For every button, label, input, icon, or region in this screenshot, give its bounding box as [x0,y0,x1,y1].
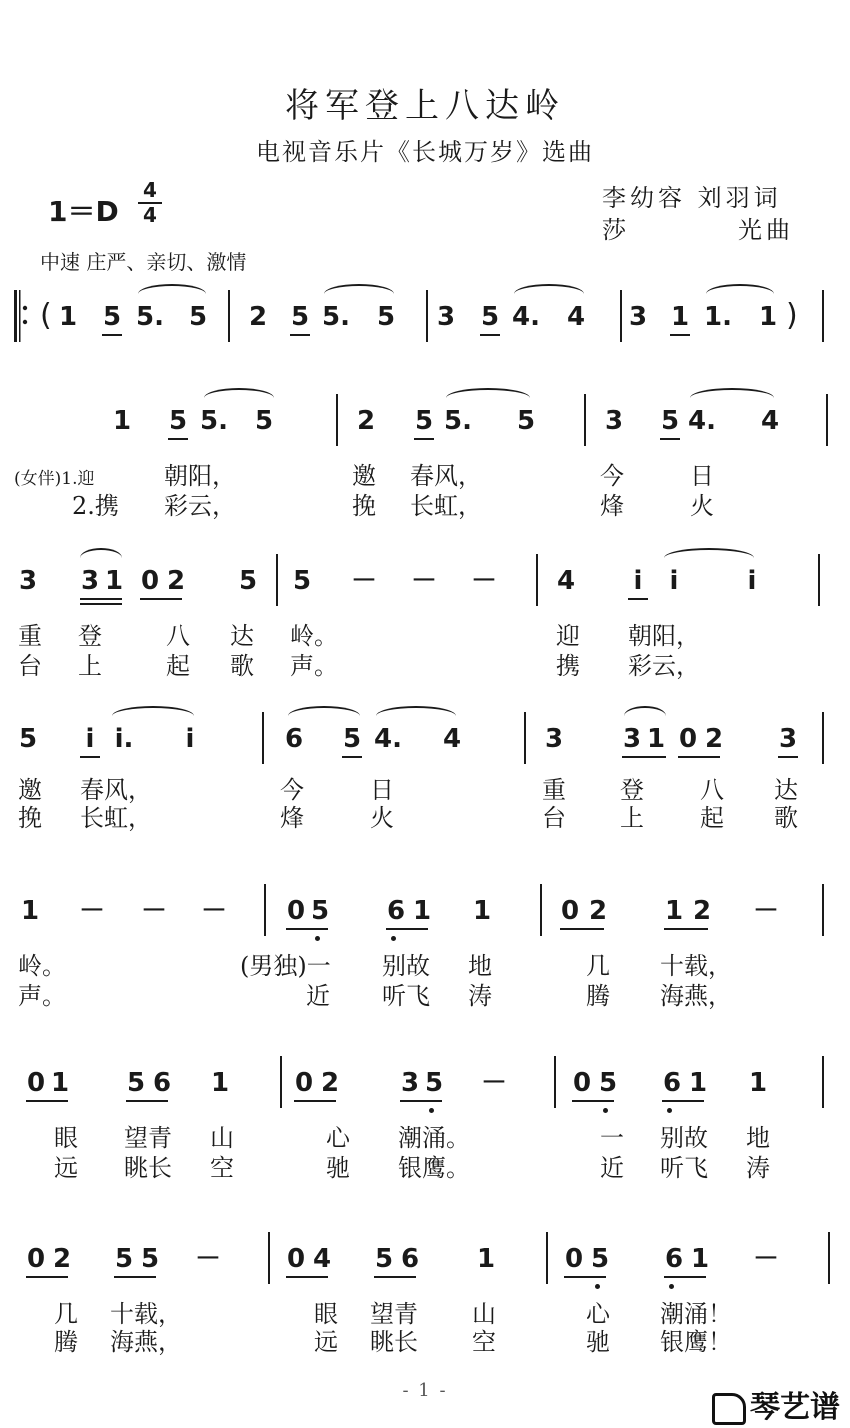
note: i [747,566,757,596]
lyric-v1: 日 [690,462,714,490]
note: － [140,896,167,926]
note: 0 [26,1244,46,1274]
lyric-v2: 银鹰。 [398,1154,470,1182]
lyric-v2: 挽 [352,492,376,520]
note: i [669,566,679,596]
lyric-v2: 空 [472,1328,496,1356]
lyric-v1: 今 [280,776,304,804]
note: i [85,724,95,754]
note: 5 [480,302,500,332]
note: 1 [20,896,40,926]
note: － [410,566,437,596]
lyric-v1: 登 [78,622,102,650]
lyric-v2: 银鹰！ [660,1328,732,1356]
note: 5 [424,1068,444,1098]
lyric-v1: 岭。 [290,622,338,650]
note: 2 [704,724,724,754]
note: 2 [166,566,186,596]
note: 0 [564,1244,584,1274]
note: 5 [414,406,434,436]
note: 4 [556,566,576,596]
note: － [752,1244,779,1274]
lyric-v1: 地 [746,1124,770,1152]
lyric-v1: 山 [210,1124,234,1152]
note: 0 [294,1068,314,1098]
note: 5. [444,406,472,436]
lyric-v1: 地 [468,952,492,980]
note: 1 [748,1068,768,1098]
note: 5 [18,724,38,754]
note: 4. [688,406,716,436]
lyric-v1: 岭。 [18,952,66,980]
site-logo[interactable] [712,1382,840,1426]
note: － [194,1244,221,1274]
lyric-v1: 重 [18,622,42,650]
note: 0 [560,896,580,926]
time-signature [138,180,162,226]
lyric-v2: 声。 [18,982,66,1010]
lyric-v1: 朝阳， [164,462,236,490]
note: 5 [238,566,258,596]
note: － [78,896,105,926]
lyric-v2: 起 [700,804,724,832]
paren-close: ) [786,298,798,333]
note: 0 [678,724,698,754]
lyric-v1: 潮涌！ [660,1300,732,1328]
lyric-v1: 达 [774,776,798,804]
logo-icon [712,1393,746,1425]
paren-open: ( [40,298,52,333]
note: 5 [168,406,188,436]
note: 3 [400,1068,420,1098]
note: i [633,566,643,596]
note: 5 [660,406,680,436]
lyric-v1: 登 [620,776,644,804]
lyric-v1: 山 [472,1300,496,1328]
lyric-v1: 几 [54,1300,78,1328]
note: 5 [126,1068,146,1098]
note: 1 [646,724,666,754]
lyric-v1: 朝阳， [628,622,700,650]
lyric-v1: 重 [542,776,566,804]
note: 5 [290,302,310,332]
note: 3 [80,566,100,596]
note: 4 [312,1244,332,1274]
note: 5 [292,566,312,596]
lyric-v2: 听飞 [660,1154,708,1182]
note: 2 [248,302,268,332]
lyric-v2: 台 [542,804,566,832]
note: 5. [322,302,350,332]
lyric-v1: 十载， [110,1300,182,1328]
song-subtitle: 电视音乐片《长城万岁》选曲 [256,138,594,166]
lyric-v1: 十载， [660,952,732,980]
lyric-v2: 空 [210,1154,234,1182]
note: 6 [400,1244,420,1274]
lyric-v1: 八 [700,776,724,804]
note: 5 [254,406,274,436]
page-number: - 1 - [402,1380,448,1401]
lyric-v2: 海燕， [110,1328,182,1356]
note: 4. [374,724,402,754]
note: 6 [664,1244,684,1274]
note: 1 [412,896,432,926]
lyric-v1: 眼 [54,1124,78,1152]
note: 6 [662,1068,682,1098]
tempo-marking: 中速 庄严、亲切、激情 [40,250,247,274]
lyric-v2: 眺长 [370,1328,418,1356]
lyric-v1: 邀 [352,462,376,490]
note: 2 [588,896,608,926]
lyric-v2: 歌 [774,804,798,832]
lyric-v2: 远 [54,1154,78,1182]
lyric-v2: 烽 [600,492,624,520]
note: 3 [18,566,38,596]
lyric-v2: 彩云， [628,652,700,680]
lyric-v2: 挽 [18,804,42,832]
note: 1 [476,1244,496,1274]
lyric-v2: 腾 [54,1328,78,1356]
lyric-v1: 日 [370,776,394,804]
lyric-v1: 眼 [314,1300,338,1328]
lyric-v1: 邀 [18,776,42,804]
lyric-v1: 八 [166,622,190,650]
lyric-v2: 驰 [326,1154,350,1182]
composer-credit-b: 光曲 [738,216,794,244]
lyric-v1: 别故 [382,952,430,980]
lyric-v1: 一 [600,1124,624,1152]
note: 1 [688,1068,708,1098]
lyric-v1: 望青 [124,1124,172,1152]
lyric-v1: 心 [326,1124,350,1152]
lyric-v2: 烽 [280,804,304,832]
logo-text: 琴艺谱 [750,1390,840,1425]
note: 5 [310,896,330,926]
lyric-v2: 上 [620,804,644,832]
lyric-v2: 涛 [746,1154,770,1182]
note: 4 [442,724,462,754]
note: 3 [544,724,564,754]
lyric-v2: 驰 [586,1328,610,1356]
lyric-v2: 歌 [230,652,254,680]
note: 3 [622,724,642,754]
note: 3 [604,406,624,436]
note: － [200,896,227,926]
lyric-v2: 涛 [468,982,492,1010]
composer-credit-a: 莎 [602,216,630,244]
note: 5 [188,302,208,332]
key-signature: 1＝D [48,195,119,228]
lyric-v2: 长虹， [410,492,482,520]
note: i [185,724,195,754]
note: 5 [590,1244,610,1274]
lyric-v1: 春风， [80,776,152,804]
note: 3 [628,302,648,332]
lyric-v1: 潮涌。 [398,1124,470,1152]
note: 1 [112,406,132,436]
lyric-v2: 海燕， [660,982,732,1010]
note: 0 [572,1068,592,1098]
note: i. [114,724,134,754]
note: 2 [320,1068,340,1098]
note: 5 [140,1244,160,1274]
note: 6 [284,724,304,754]
note: 1 [104,566,124,596]
lyric-v1: 望青 [370,1300,418,1328]
lyric-v2: 腾 [586,982,610,1010]
note: 1 [670,302,690,332]
lyric-v1: 春风， [410,462,482,490]
note: 0 [286,1244,306,1274]
note: 4 [760,406,780,436]
repeat-sign [14,290,28,342]
note: 4 [566,302,586,332]
note: 1. [704,302,732,332]
note: 1 [664,896,684,926]
note: 0 [140,566,160,596]
lyric-v2: 远 [314,1328,338,1356]
note: 5 [114,1244,134,1274]
note: 3 [778,724,798,754]
lyric-v2: 近 [600,1154,624,1182]
note: 6 [386,896,406,926]
lyric-v2: 携 [556,652,580,680]
note: 5. [200,406,228,436]
lyric-v1: 迎 [556,622,580,650]
lyric-v2: 火 [370,804,394,832]
note: 1 [210,1068,230,1098]
lyric-v2: 火 [690,492,714,520]
note: 5 [516,406,536,436]
lyric-v2: 彩云， [164,492,236,520]
note: － [480,1068,507,1098]
note: 2 [52,1244,72,1274]
lyric-v2: 近 [306,982,330,1010]
lyric-v2: 起 [166,652,190,680]
lyric-v1: (女伴)1.迎 [14,469,95,489]
note: 1 [758,302,778,332]
lyric-v2: 台 [18,652,42,680]
lyric-v1: 别故 [660,1124,708,1152]
note: 5 [598,1068,618,1098]
note: 6 [152,1068,172,1098]
note: 5. [136,302,164,332]
note: 3 [436,302,456,332]
note: 1 [472,896,492,926]
note: 5 [102,302,122,332]
note: 1 [690,1244,710,1274]
note: 1 [58,302,78,332]
time-top: 4 [143,178,157,202]
note: － [470,566,497,596]
lyric-v2: 上 [78,652,102,680]
lyric-v1: 达 [230,622,254,650]
note: － [350,566,377,596]
lyric-v2: 声。 [290,652,338,680]
song-title: 将军登上八达岭 [285,86,565,126]
lyric-v1: 今 [600,462,624,490]
lyric-v2: 听飞 [382,982,430,1010]
note: 5 [342,724,362,754]
note: 5 [376,302,396,332]
lyric-v1: 几 [586,952,610,980]
note: 0 [286,896,306,926]
note: 2 [692,896,712,926]
lyric-v2: 眺长 [124,1154,172,1182]
note: 0 [26,1068,46,1098]
note: 2 [356,406,376,436]
note: 5 [374,1244,394,1274]
lyric-v1: 心 [586,1300,610,1328]
lyric-v2: 2.携 [72,492,119,520]
time-bottom: 4 [143,203,157,227]
lyric-v1: (男独)一 [240,952,331,980]
note: 4. [512,302,540,332]
note: － [752,896,779,926]
note: 1 [50,1068,70,1098]
lyric-v2: 长虹， [80,804,152,832]
lyricist-credit: 李幼容 刘羽词 [602,184,782,212]
